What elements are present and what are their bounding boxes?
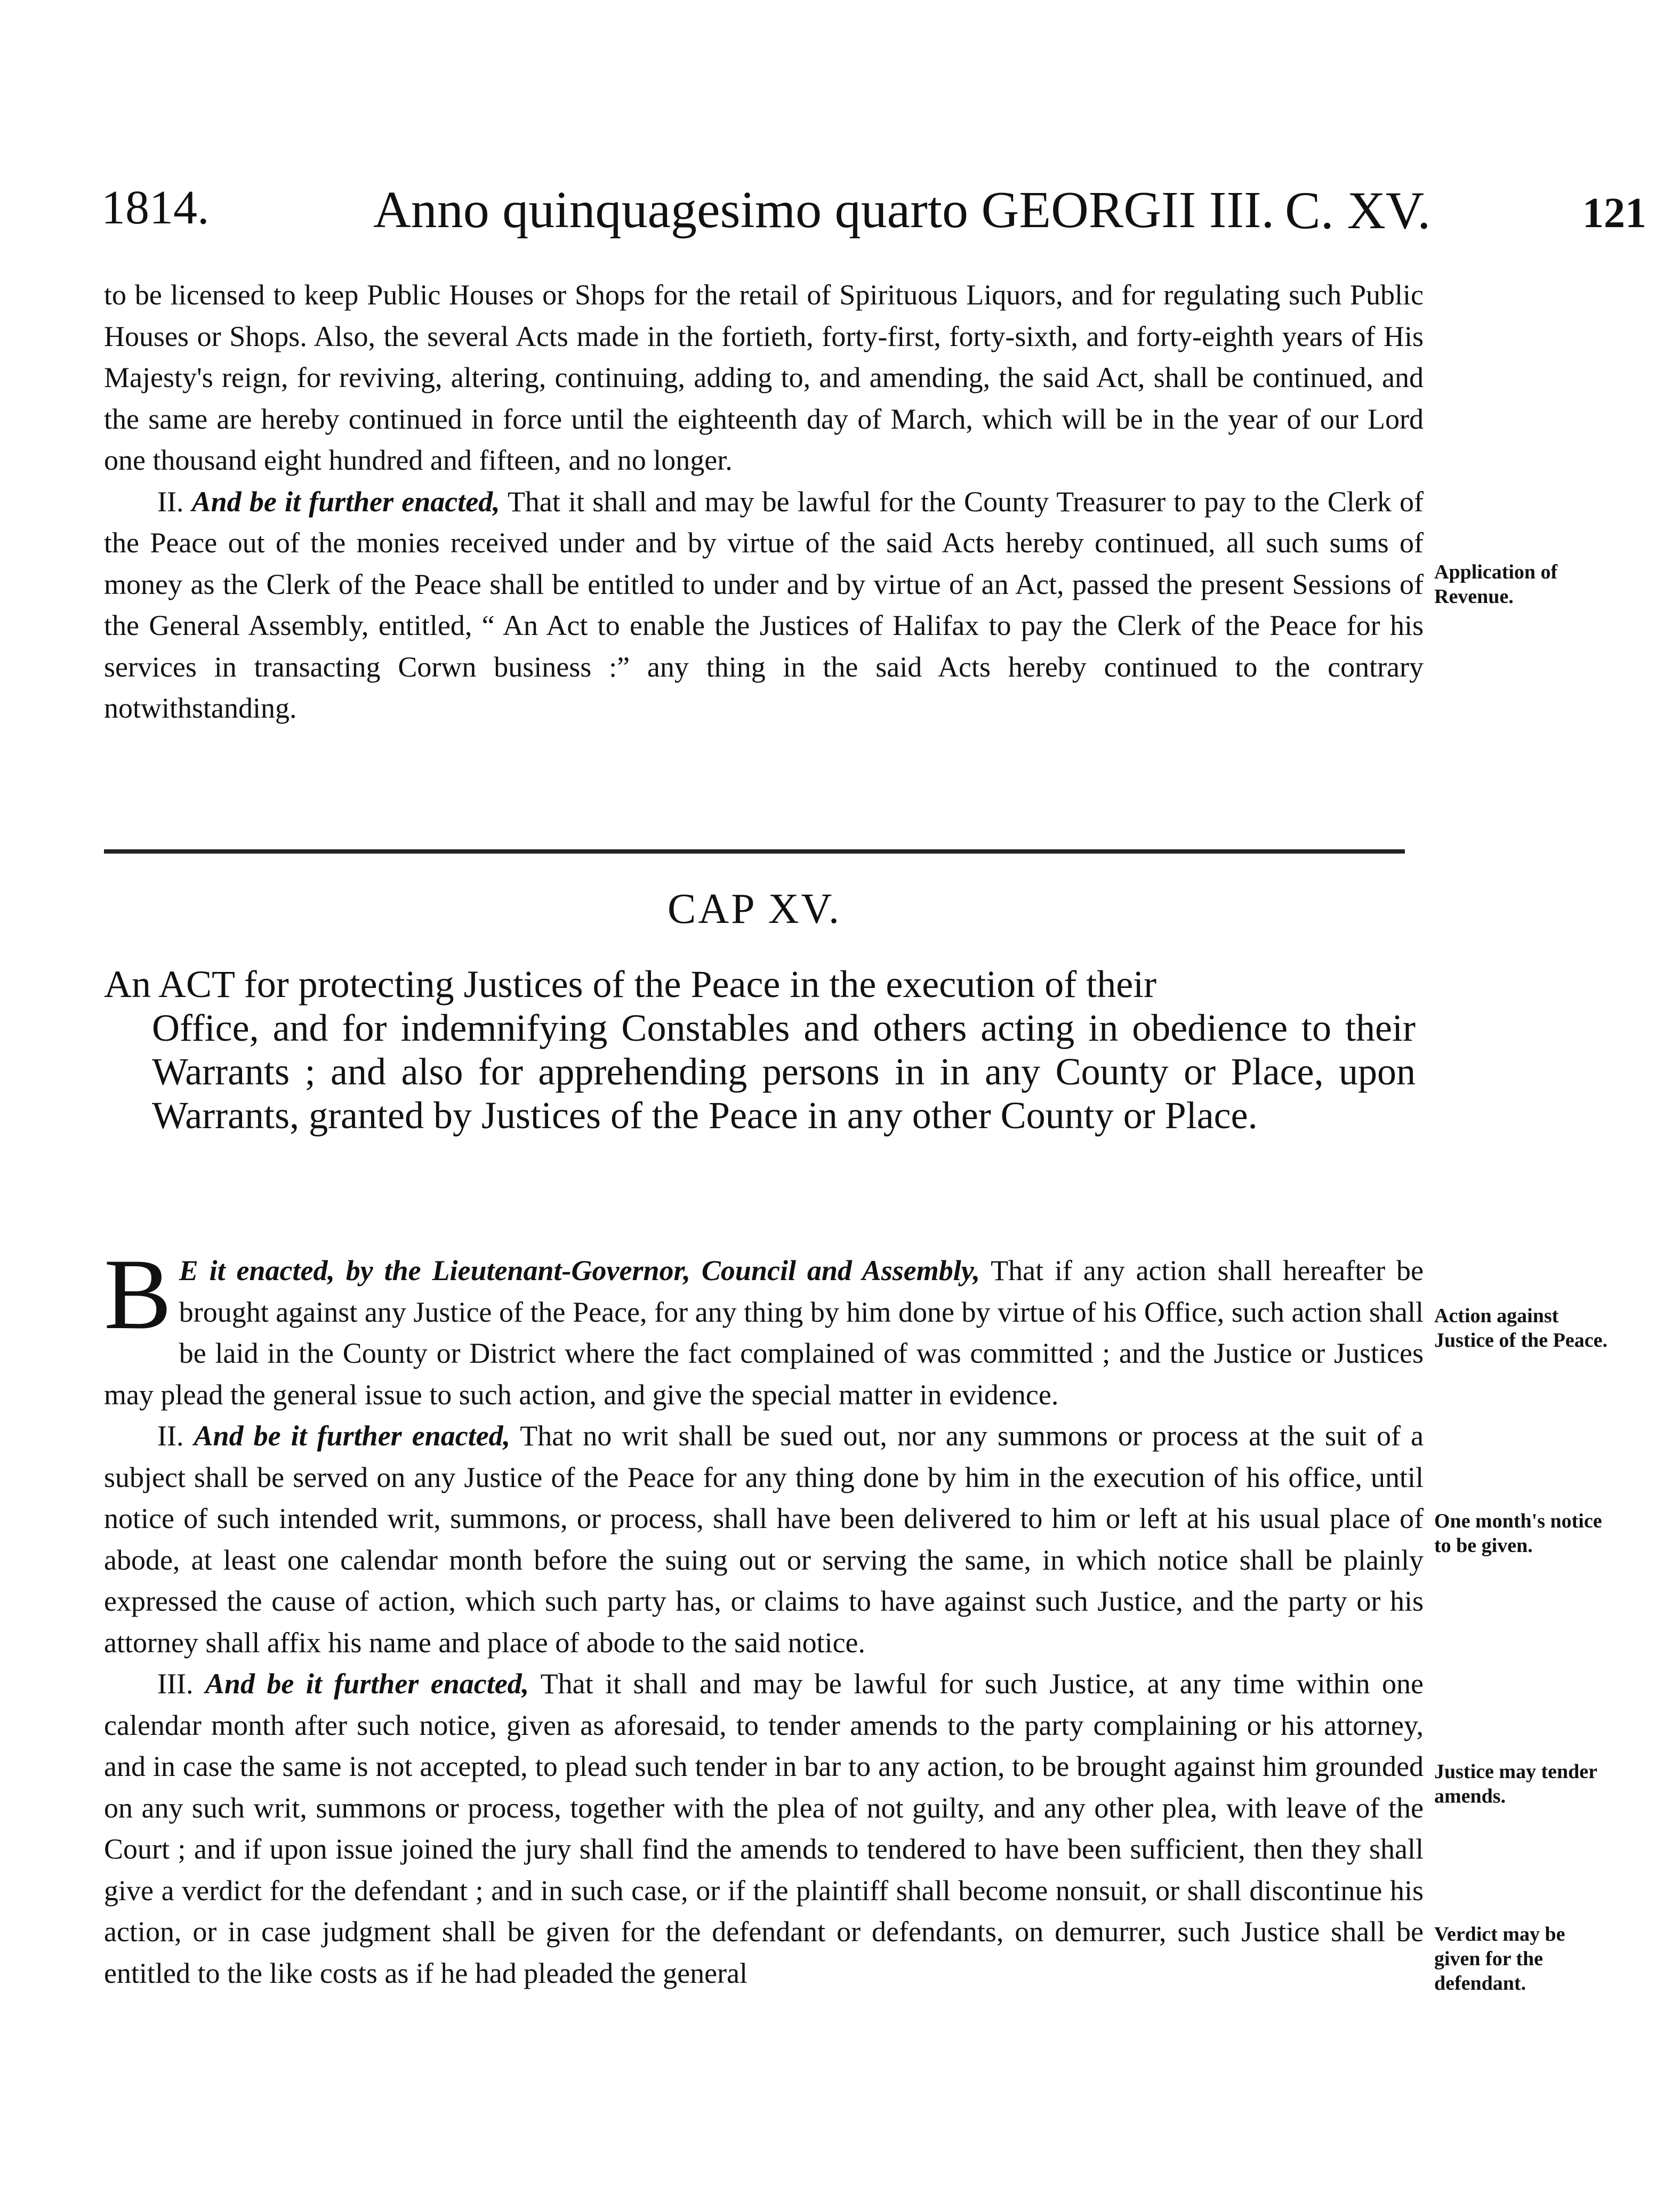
- act-title-continuation: Office, and for indemnifying Constables and others acting in obedience to their Warrants ; and also for apprehending persons in in any County or Place, upon Warrants, granted by Justices of the Peace in any other County or Place.: [152, 1007, 1416, 1137]
- section-divider: [104, 849, 1405, 854]
- header-title: Anno quinquagesimo quarto GEORGII III.: [373, 181, 1275, 239]
- act-sections: [104, 1239, 1424, 1994]
- page-number: 121: [1582, 190, 1646, 237]
- continuation-text: [104, 275, 1424, 729]
- marginal-note-justice-may-tender-amends: Justice may tender amends.: [1434, 1760, 1597, 1807]
- drop-cap: B: [104, 1239, 172, 1350]
- enacting-clause: And be it further enacted,: [205, 1668, 529, 1700]
- paragraph-text: That it shall and may be lawful for the County Treasurer to pay to the Clerk of the Peace out of the monies received under and by virtue of the said Acts hereby continued, all such sums of money as the Clerk of the Peace shall be entitled to under and by virtue of an Act, passed the present Sessions of the General Assembly, entitled, “ An Act to enable the Justices of Halifax to pay the Clerk of the Peace for his services in transacting Corwn business :” any thing in the said Acts hereby continued to the contrary notwithstanding.: [104, 485, 1424, 724]
- continuation-paragraph-1: to be licensed to keep Public Houses or Shops for the retail of Spirituous Liquors, and for regulating such Public Houses or Shops. Also, the several Acts made in the fortieth, forty-first, forty-sixth, and forty-eighth years of His Majesty's reign, for reviving, altering, continuing, adding to, and amending, the said Act, shall be continued, and the same are hereby continued in force until the eighteenth day of March, which will be in the year of our Lord one thousand eight hundred and fifteen, and no longer.: [104, 279, 1424, 476]
- header-year: 1814.: [101, 181, 210, 234]
- act-title: [104, 962, 1416, 1137]
- act-title-first-line: An ACT for protecting Justices of the Peace in the execution of their: [104, 963, 1157, 1006]
- continuation-paragraph-2: [104, 481, 1424, 729]
- section-number: II.: [157, 1420, 184, 1452]
- marginal-note-one-months-notice: One month's notice to be given.: [1434, 1510, 1602, 1557]
- paragraph-text: That if any action shall hereafter be brought against any Justice of the Peace, for any thing by him done by virtue of his Office, such action shall be laid in the County or District where the fact complained of was committed ; and the Justice or Justices may plead the general issue to such action, and give the special matter in evidence.: [104, 1255, 1424, 1411]
- marginal-note-action-against-justice: Action against Justice of the Peace.: [1434, 1305, 1607, 1352]
- paragraph-text: That it shall and may be lawful for such Justice, at any time within one calendar month after such notice, given as aforesaid, to tender amends to the party complaining or his attorney, and in case the same is not accepted, to plead such tender in bar to any action, to be brought against him grounded on any such writ, summons or process, together with the plea of not guilty, and any other plea, with leave of the Court ; and if upon issue joined the jury shall find the amends to tendered to have been sufficient, then they shall give a verdict for the defendant ; and in such case, or if the plaintiff shall become nonsuit, or shall discontinue his action, or in case judgment shall be given for the defendant or defendants, on demurrer, such Justice shall be entitled to the like costs as if he had pleaded the general: [104, 1668, 1424, 1989]
- enacting-clause: E it enacted, by the Lieutenant-Governor, Council and Assembly,: [179, 1255, 980, 1287]
- section-1: [104, 1239, 1424, 1416]
- section-3: [104, 1663, 1424, 1994]
- marginal-note-verdict-for-defendant: Verdict may be given for the defendant.: [1434, 1923, 1565, 1995]
- section-number: II.: [157, 485, 184, 518]
- enacting-clause: And be it further enacted,: [191, 485, 500, 518]
- section-number: III.: [157, 1668, 194, 1700]
- chapter-heading: CAP XV.: [668, 886, 841, 932]
- paragraph-text: That no writ shall be sued out, nor any summons or process at the suit of a subject shall be served on any Justice of the Peace for any thing done by him in the execution of his office, until notice of such intended writ, summons, or process, shall have been delivered to him or left at his usual place of abode, at least one calendar month before the suing out or serving the same, in which notice shall be plainly expressed the cause of action, which such party has, or claims to have against such Justice, and the party or his attorney shall affix his name and place of abode to the said notice.: [104, 1420, 1424, 1659]
- section-2: [104, 1416, 1424, 1663]
- marginal-note-application-of-revenue: Application of Revenue.: [1434, 561, 1558, 608]
- enacting-clause: And be it further enacted,: [194, 1420, 511, 1452]
- header-chapter: C. XV.: [1285, 181, 1431, 240]
